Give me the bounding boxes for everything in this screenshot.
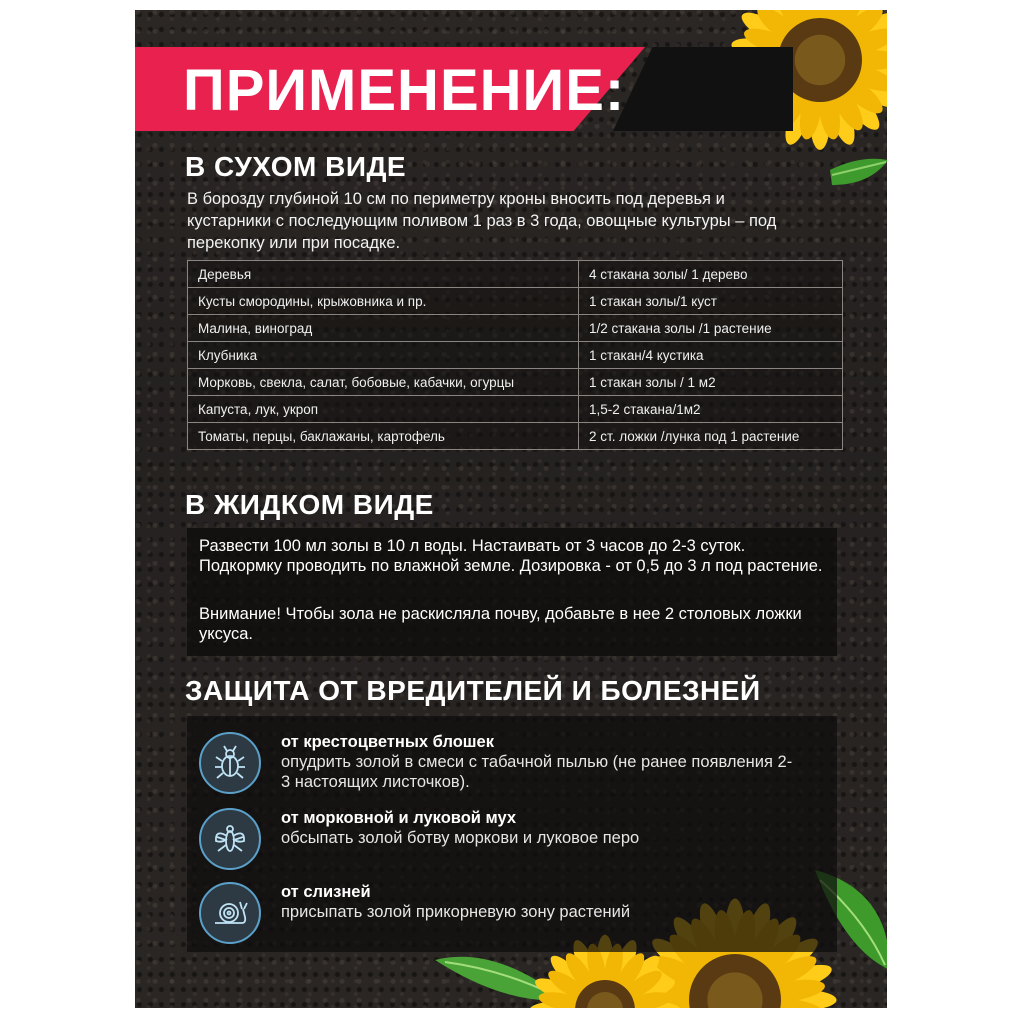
dosage-table: [187, 260, 843, 450]
dry-heading: В СУХОМ ВИДЕ: [185, 151, 407, 182]
dose-cell: 1 стакан/4 кустика: [579, 342, 843, 369]
dose-cell: 1/2 стакана золы /1 растение: [579, 315, 843, 342]
dose-cell: 1,5-2 стакана/1м2: [579, 396, 843, 423]
table-row: [188, 396, 843, 423]
pests-heading: ЗАЩИТА ОТ ВРЕДИТЕЛЕЙ И БОЛЕЗНЕЙ: [185, 675, 761, 706]
table-row: [188, 288, 843, 315]
crop-cell: Томаты, перцы, баклажаны, картофель: [188, 423, 579, 450]
pest-desc: присыпать золой прикорневую зону растений: [281, 903, 631, 921]
crop-cell: Кусты смородины, крыжовника и пр.: [188, 288, 579, 315]
beetle-icon: [199, 732, 261, 794]
fly-icon: [199, 808, 261, 870]
pest-name: от морковной и луковой мух: [281, 809, 517, 827]
pest-desc: обсыпать золой ботву моркови и луковое перо: [281, 829, 640, 847]
title-banner-shadow: [613, 47, 793, 131]
dose-cell: 1 стакан золы/1 куст: [579, 288, 843, 315]
crop-cell: Капуста, лук, укроп: [188, 396, 579, 423]
crop-cell: Клубника: [188, 342, 579, 369]
pest-name: от крестоцветных блошек: [281, 733, 494, 751]
page-title: ПРИМЕНЕНИЕ:: [183, 58, 626, 123]
crop-cell: Морковь, свекла, салат, бобовые, кабачки, огурцы: [188, 369, 579, 396]
table-row: [188, 342, 843, 369]
table-row: [188, 369, 843, 396]
liquid-box: [187, 528, 837, 656]
table-row: [188, 423, 843, 450]
table-row: [188, 315, 843, 342]
pest-desc: опудрить золой в смеси с табачной пылью (не ранее появления 2-3 настоящих листочков).: [281, 753, 793, 791]
dose-cell: 4 стакана золы/ 1 дерево: [579, 261, 843, 288]
pests-box: [187, 716, 837, 952]
table-row: [188, 261, 843, 288]
pest-name: от слизней: [281, 883, 371, 901]
snail-icon: [199, 882, 261, 944]
dry-text: В борозду глубиной 10 см по периметру кроны вносить под деревья и кустарники с последующим поливом 1 раз в 3 года, овощные культуры – под перекопку или при посадке.: [187, 190, 777, 252]
liquid-text: Развести 100 мл золы в 10 л воды. Настаивать от 3 часов до 2-3 суток. Подкормку проводить по влажной земле. Дозировка - от 0,5 до 3 л под растение.: [199, 537, 823, 575]
crop-cell: Малина, виноград: [188, 315, 579, 342]
crop-cell: Деревья: [188, 261, 579, 288]
dose-cell: 2 ст. ложки /лунка под 1 растение: [579, 423, 843, 450]
instruction-card: [135, 10, 887, 1008]
dose-cell: 1 стакан золы / 1 м2: [579, 369, 843, 396]
liquid-warning: Внимание! Чтобы зола не раскисляла почву, добавьте в нее 2 столовых ложки уксуса.: [199, 605, 802, 643]
liquid-heading: В ЖИДКОМ ВИДЕ: [185, 489, 434, 520]
